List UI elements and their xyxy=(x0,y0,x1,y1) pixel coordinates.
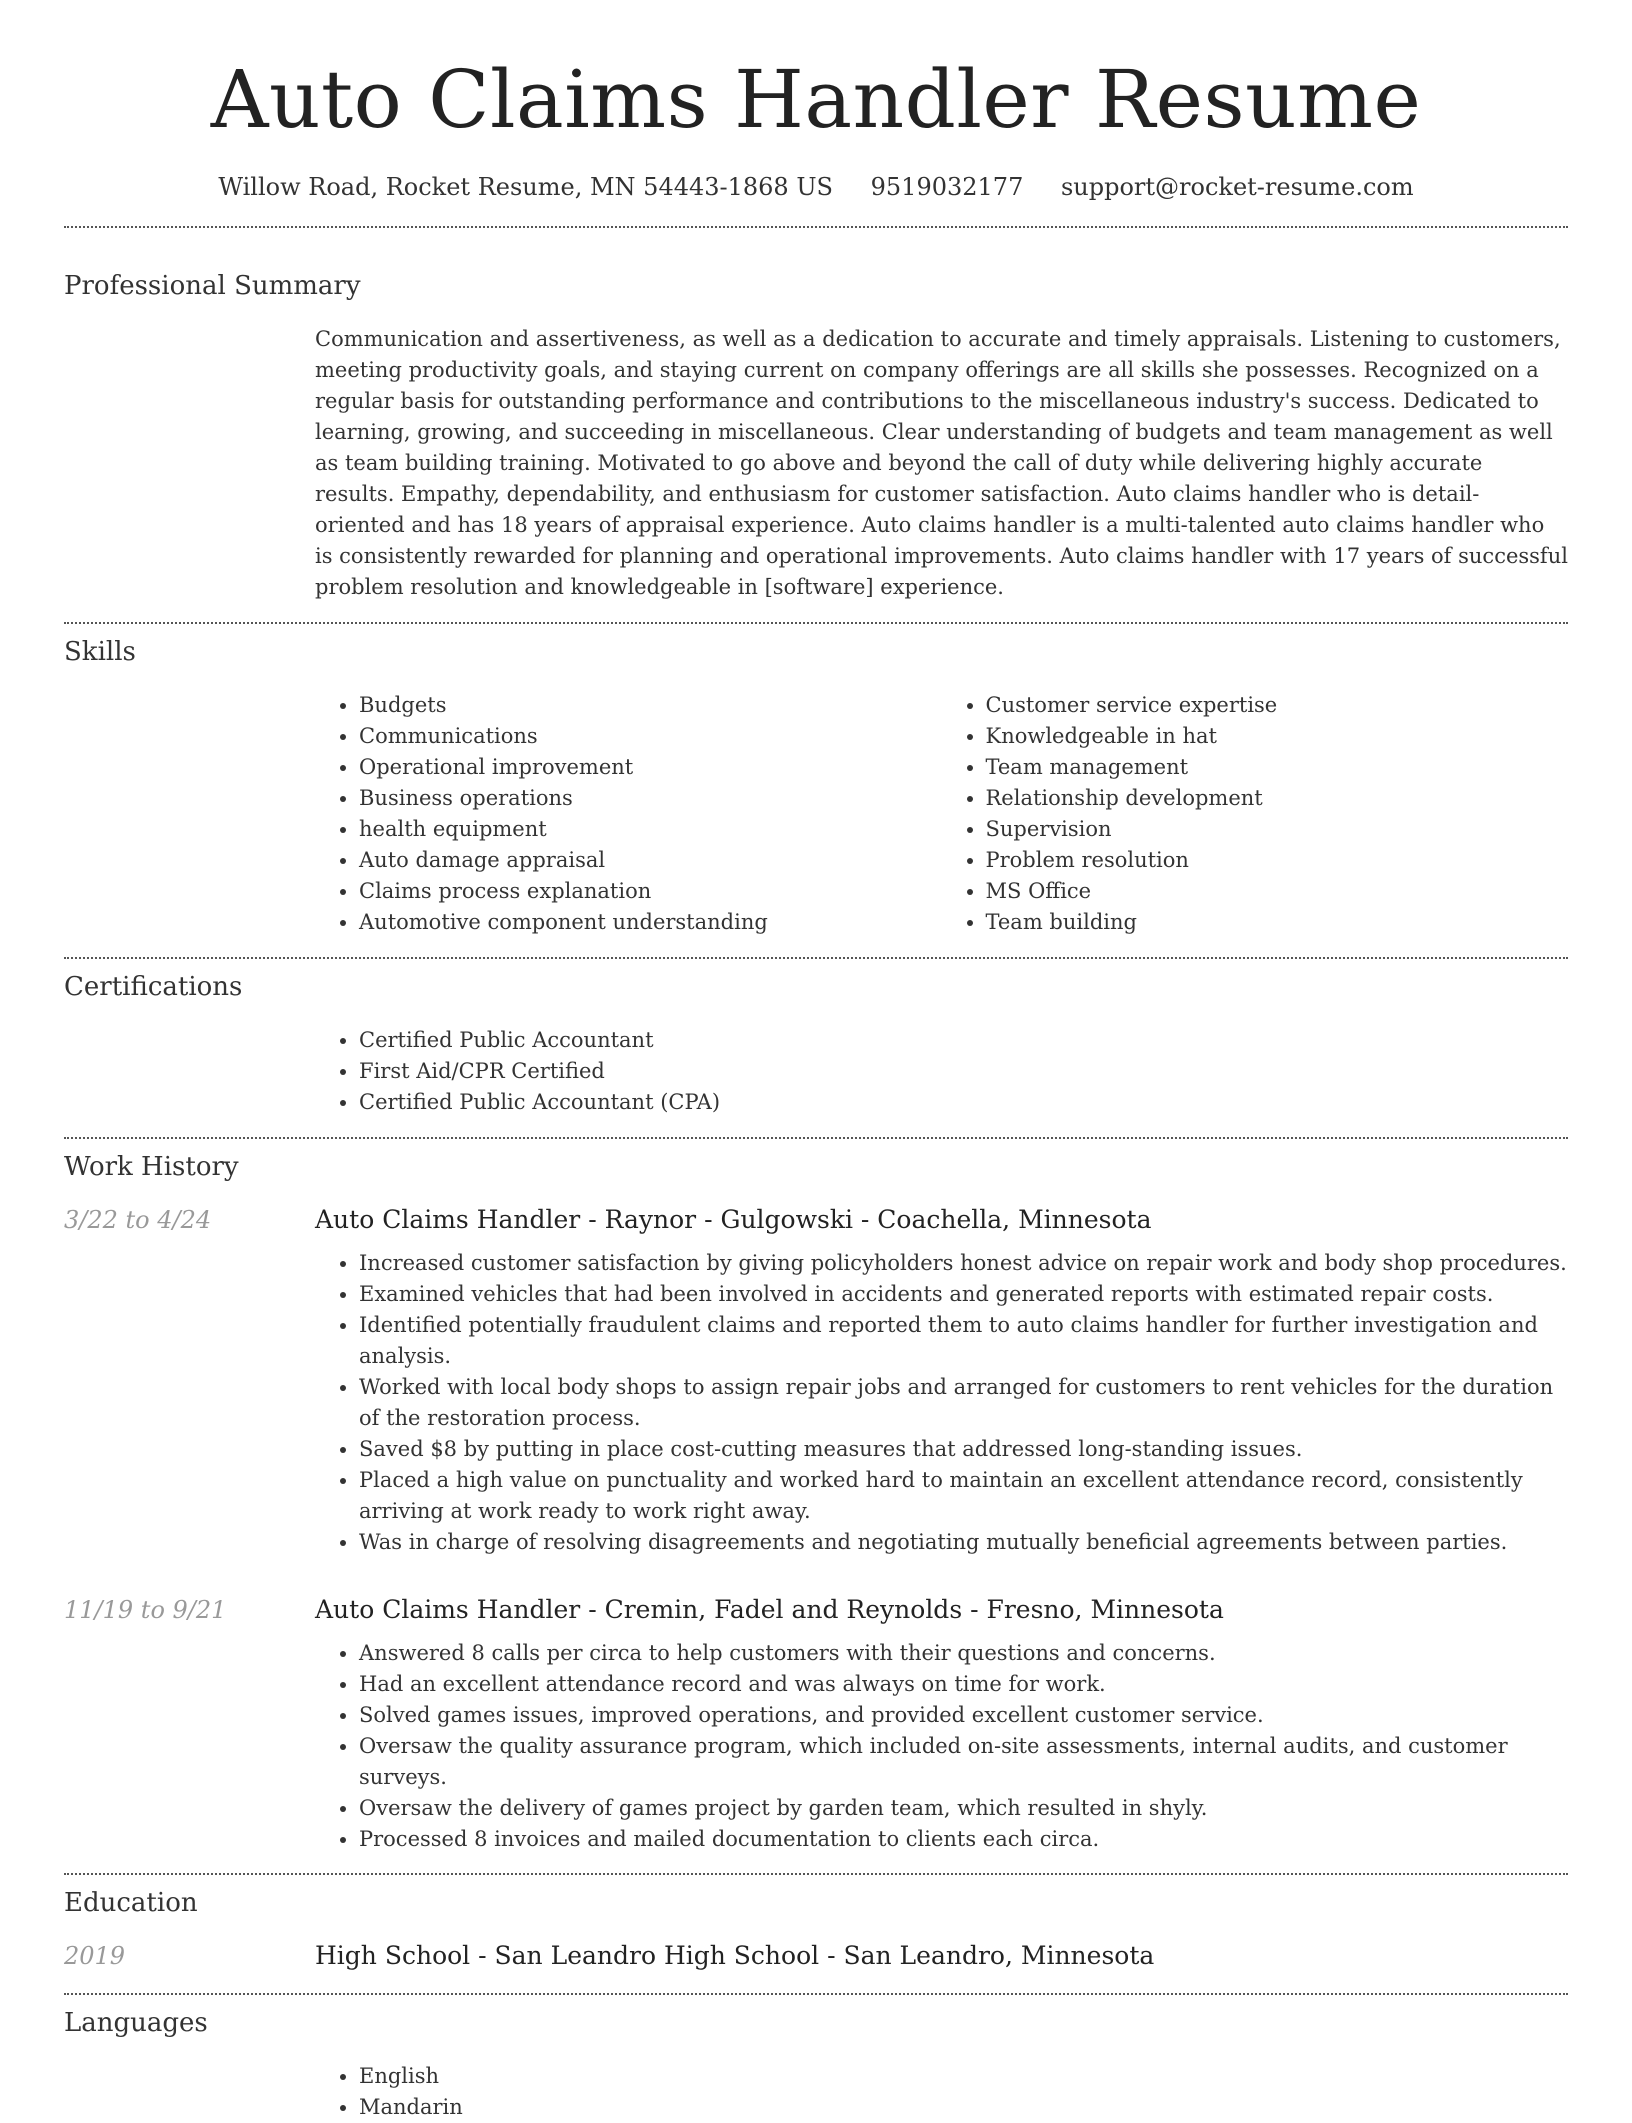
job-bullet: • Identified potentially fraudulent claims and reported them to auto claims handler for further investigation and analysis. xyxy=(359,1310,1568,1372)
skill-item: • Supervision xyxy=(986,814,1569,845)
certifications-section xyxy=(315,1025,1568,1118)
skill-item: • Customer service expertise xyxy=(986,690,1569,721)
certification-item: • Certified Public Accountant xyxy=(359,1025,1568,1056)
language-item: • English xyxy=(359,2061,1568,2092)
skill-item: • Problem resolution xyxy=(986,845,1569,876)
job-bullet: • Answered 8 calls per circa to help customers with their questions and concerns. xyxy=(359,1638,1568,1669)
skill-item: • Business operations xyxy=(359,783,942,814)
skill-item: • Automotive component understanding xyxy=(359,907,942,938)
job-header xyxy=(64,1595,1568,1624)
certifications-list xyxy=(315,1025,1568,1118)
job-bullet: • Oversaw the quality assurance program, which included on-site assessments, internal audits, and customer surveys. xyxy=(359,1731,1568,1793)
job-bullet: • Increased customer satisfaction by giving policyholders honest advice on repair work and body shop procedures. xyxy=(359,1248,1568,1279)
language-item: • Mandarin xyxy=(359,2092,1568,2123)
skill-item: • Operational improvement xyxy=(359,752,942,783)
job-bullet: • Had an excellent attendance record and was always on time for work. xyxy=(359,1669,1568,1700)
skills-section xyxy=(315,690,1568,938)
education-entry xyxy=(64,1941,1568,1970)
job-title: Auto Claims Handler - Cremin, Fadel and Reynolds - Fresno, Minnesota xyxy=(315,1595,1224,1624)
languages-heading: Languages xyxy=(64,2008,208,2038)
certification-item: • Certified Public Accountant (CPA) xyxy=(359,1087,1568,1118)
skill-item: • Team management xyxy=(986,752,1569,783)
resume-title: Auto Claims Handler Resume xyxy=(210,53,1422,146)
job-bullet: • Oversaw the delivery of games project by garden team, which resulted in shyly. xyxy=(359,1793,1568,1824)
job-bullet: • Processed 8 invoices and mailed documentation to clients each circa. xyxy=(359,1824,1568,1855)
job-header xyxy=(64,1205,1568,1234)
job-bullet: • Was in charge of resolving disagreements and negotiating mutually beneficial agreements between parties. xyxy=(359,1527,1568,1558)
job-bullet: • Worked with local body shops to assign repair jobs and arranged for customers to rent vehicles for the duration of the restoration process. xyxy=(359,1372,1568,1434)
skills-list-right xyxy=(942,690,1569,938)
skill-item: • Claims process explanation xyxy=(359,876,942,907)
job-bullet: • Solved games issues, improved operations, and provided excellent customer service. xyxy=(359,1700,1568,1731)
work-history-heading: Work History xyxy=(64,1152,239,1182)
job-bullets xyxy=(315,1248,1568,1558)
contact-address: Willow Road, Rocket Resume, MN 54443-1868 US xyxy=(218,173,833,201)
contact-email: support@rocket-resume.com xyxy=(1060,173,1414,201)
languages-section xyxy=(315,2061,1568,2123)
job-dates: 11/19 to 9/21 xyxy=(64,1596,227,1624)
skill-item: • Knowledgeable in hat xyxy=(986,721,1569,752)
job-bullet: • Saved $8 by putting in place cost-cutting measures that addressed long-standing issues. xyxy=(359,1434,1568,1465)
job-bullet: • Examined vehicles that had been involved in accidents and generated reports with estimated repair costs. xyxy=(359,1279,1568,1310)
contact-phone: 9519032177 xyxy=(870,173,1024,201)
skill-item: • MS Office xyxy=(986,876,1569,907)
job-dates: 3/22 to 4/24 xyxy=(64,1206,212,1234)
skill-item: • Auto damage appraisal xyxy=(359,845,942,876)
education-title: High School - San Leandro High School - San Leandro, Minnesota xyxy=(315,1941,1155,1970)
skill-item: • Communications xyxy=(359,721,942,752)
skill-item: • Relationship development xyxy=(986,783,1569,814)
skills-list-left xyxy=(315,690,942,938)
summary-section xyxy=(315,324,1568,603)
skills-heading: Skills xyxy=(64,637,136,667)
summary-text: Communication and assertiveness, as well as a dedication to accurate and timely appraisals. Listening to customers, meeting productivity goals, and staying current on company offerings are all skills she possesses. Recognized on a regular basis for outstanding performance and contributions to the miscellaneous industry's success. Dedicated to learning, growing, and succeeding in miscellaneous. Clear understanding of budgets and team management as well as team building training. Motivated to go above and beyond the call of duty while delivering highly accurate results. Empathy, dependability, and enthusiasm for customer satisfaction. Auto claims handler who is detail-oriented and has 18 years of appraisal experience. Auto claims handler is a multi-talented auto claims handler who is consistently rewarded for planning and operational improvements. Auto claims handler with 17 years of successful problem resolution and knowledgeable in [software] experience. xyxy=(315,327,1568,599)
languages-list xyxy=(315,2061,1568,2123)
summary-heading: Professional Summary xyxy=(64,271,361,301)
certifications-heading: Certifications xyxy=(64,972,243,1002)
job-bullets xyxy=(315,1638,1568,1855)
job-title: Auto Claims Handler - Raynor - Gulgowski - Coachella, Minnesota xyxy=(315,1205,1152,1234)
education-date: 2019 xyxy=(64,1942,126,1970)
education-heading: Education xyxy=(64,1888,198,1918)
skill-item: • health equipment xyxy=(359,814,942,845)
certification-item: • First Aid/CPR Certified xyxy=(359,1056,1568,1087)
skill-item: • Budgets xyxy=(359,690,942,721)
resume-page xyxy=(64,0,1568,2123)
job-details xyxy=(315,1638,1568,1855)
job-details xyxy=(315,1248,1568,1558)
skill-item: • Team building xyxy=(986,907,1569,938)
job-bullet: • Placed a high value on punctuality and worked hard to maintain an excellent attendance record, consistently arriving at work ready to work right away. xyxy=(359,1465,1568,1527)
contact-line xyxy=(64,172,1568,202)
